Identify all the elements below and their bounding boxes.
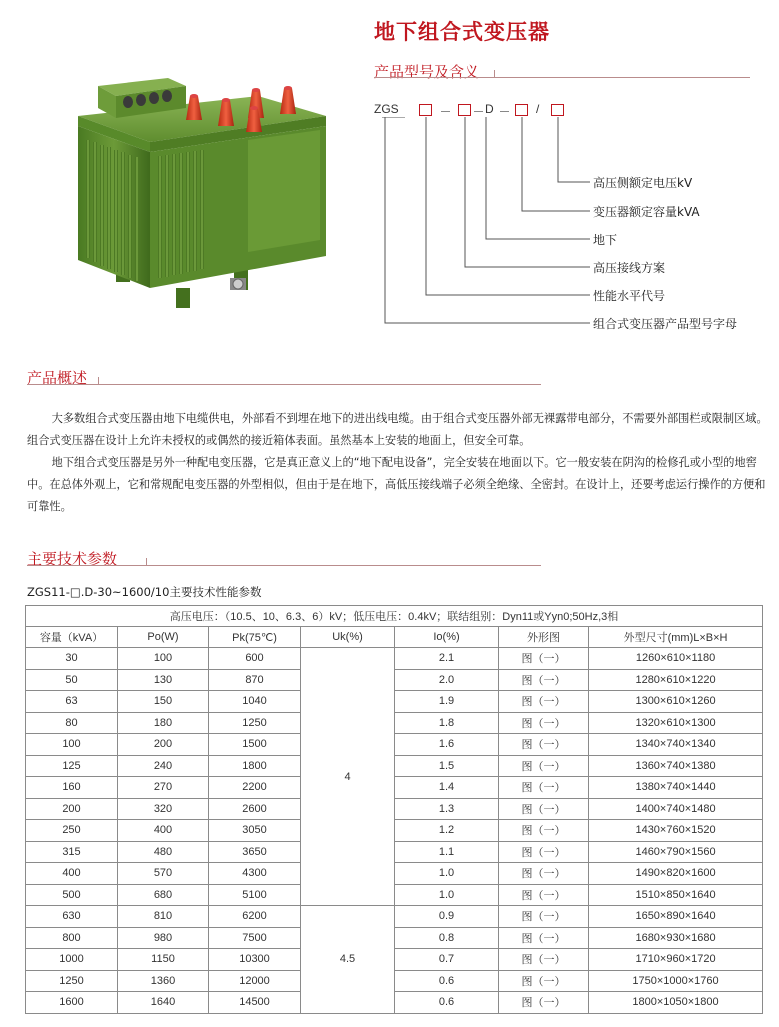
table-cell: 100 — [26, 734, 118, 756]
uk-value-cell: 4.5 — [301, 906, 395, 1014]
table-cell: 图（一） — [499, 798, 589, 820]
table-row — [26, 691, 763, 713]
table-row — [26, 841, 763, 863]
table-cell: 1360×740×1380 — [589, 755, 763, 777]
table-row — [26, 927, 763, 949]
model-box-4 — [551, 104, 564, 116]
table-cell: 6200 — [209, 906, 301, 928]
meaning-item: 地下 — [593, 233, 618, 247]
table-cell: 1680×930×1680 — [589, 927, 763, 949]
overview-paragraph: 大多数组合式变压器由地下电缆供电，外部看不到埋在地下的进出线电缆。由于组合式变压器外部无裸露带电部分，不需要外部围栏或限制区域。组合式变压器在设计上允许未授权的或偶然的接近箱体表面。虽然基本上安装的地面上，但安全可靠。 — [27, 412, 768, 447]
table-cell: 1250 — [209, 712, 301, 734]
table-cell: 图（一） — [499, 992, 589, 1014]
overview-paragraph: 地下组合式变压器是另外一种配电变压器，它是真正意义上的“地下配电设备”，完全安装在地面以下。它一般安装在阴沟的检修孔或小型的地窖中。在总体外观上，它和常规配电变压器的外型相似，但由于是在地下，高低压接线端子必须全绝缘、全密封。在设计上，还要考虑运行操作的方便和可靠性。 — [27, 456, 766, 513]
table-cell: 1500 — [209, 734, 301, 756]
section-rule-tick — [146, 558, 147, 565]
table-cell: 4300 — [209, 863, 301, 885]
table-cell: 160 — [26, 777, 118, 799]
table-row — [26, 970, 763, 992]
table-cell: 200 — [118, 734, 209, 756]
table-cell: 50 — [26, 669, 118, 691]
table-cell: 0.6 — [395, 992, 499, 1014]
model-dash — [441, 111, 450, 112]
table-header-cell: 容量（kVA） — [26, 627, 118, 648]
table-cell: 1.2 — [395, 820, 499, 842]
table-cell: 100 — [118, 648, 209, 670]
table-cell: 1250 — [26, 970, 118, 992]
section-title-model: 产品型号及含义 — [374, 63, 480, 81]
table-cell: 1510×850×1640 — [589, 884, 763, 906]
table-cell: 1380×740×1440 — [589, 777, 763, 799]
table-cell: 1.0 — [395, 863, 499, 885]
table-row — [26, 992, 763, 1014]
section-title-overview: 产品概述 — [27, 369, 88, 387]
section-rule — [27, 565, 541, 566]
table-row — [26, 669, 763, 691]
table-cell: 14500 — [209, 992, 301, 1014]
model-box-3 — [515, 104, 528, 116]
table-cell: 570 — [118, 863, 209, 885]
table-cell: 图（一） — [499, 734, 589, 756]
table-cell: 图（一） — [499, 648, 589, 670]
table-cell: 1800 — [209, 755, 301, 777]
meaning-item: 变压器额定容量kVA — [593, 205, 700, 219]
table-cell: 图（一） — [499, 755, 589, 777]
table-row — [26, 906, 763, 928]
table-cell: 7500 — [209, 927, 301, 949]
table-cell: 3650 — [209, 841, 301, 863]
section-rule-tick — [494, 70, 495, 77]
table-cell: 12000 — [209, 970, 301, 992]
table-cell: 图（一） — [499, 669, 589, 691]
table-cell: 600 — [209, 648, 301, 670]
table-row — [26, 712, 763, 734]
model-box-1 — [419, 104, 432, 116]
table-cell: 1300×610×1260 — [589, 691, 763, 713]
table-row — [26, 884, 763, 906]
section-rule-tick — [98, 377, 99, 384]
table-cell: 0.8 — [395, 927, 499, 949]
uk-value-cell: 4 — [301, 648, 395, 906]
table-cell: 1430×760×1520 — [589, 820, 763, 842]
table-header-cell: Uk(%) — [301, 627, 395, 648]
table-cell: 图（一） — [499, 927, 589, 949]
table-cell: 1320×610×1300 — [589, 712, 763, 734]
table-cell: 1.8 — [395, 712, 499, 734]
table-cell: 250 — [26, 820, 118, 842]
table-cell: 800 — [26, 927, 118, 949]
table-row — [26, 863, 763, 885]
meaning-item: 高压接线方案 — [593, 261, 666, 275]
table-cell: 1.3 — [395, 798, 499, 820]
table-cell: 1650×890×1640 — [589, 906, 763, 928]
model-dash — [500, 111, 509, 112]
table-cell: 630 — [26, 906, 118, 928]
table-cell: 2.0 — [395, 669, 499, 691]
table-cell: 1640 — [118, 992, 209, 1014]
table-cell: 80 — [26, 712, 118, 734]
table-cell: 150 — [118, 691, 209, 713]
table-header-cell: Po(W) — [118, 627, 209, 648]
table-cell: 0.7 — [395, 949, 499, 971]
table-cell: 63 — [26, 691, 118, 713]
table-cell: 200 — [26, 798, 118, 820]
section-title-specs: 主要技术参数 — [27, 550, 118, 568]
table-row — [26, 734, 763, 756]
table-header-cell: 外形图 — [499, 627, 589, 648]
section-rule — [374, 77, 750, 78]
table-cell: 图（一） — [499, 777, 589, 799]
table-cell: 180 — [118, 712, 209, 734]
model-prefix: ZGS — [374, 102, 399, 116]
table-cell: 10300 — [209, 949, 301, 971]
table-cell: 2600 — [209, 798, 301, 820]
table-cell: 图（一） — [499, 884, 589, 906]
table-cell: 1.5 — [395, 755, 499, 777]
table-cell: 1400×740×1480 — [589, 798, 763, 820]
section-rule — [27, 384, 541, 385]
meaning-item: 性能水平代号 — [593, 289, 666, 303]
table-cell: 320 — [118, 798, 209, 820]
table-row — [26, 798, 763, 820]
table-cell: 500 — [26, 884, 118, 906]
overview-text — [27, 408, 770, 518]
table-cell: 5100 — [209, 884, 301, 906]
table-row — [26, 820, 763, 842]
table-cell: 400 — [26, 863, 118, 885]
table-cell: 480 — [118, 841, 209, 863]
table-cell: 870 — [209, 669, 301, 691]
table-cell: 315 — [26, 841, 118, 863]
table-row — [26, 949, 763, 971]
table-cell: 3050 — [209, 820, 301, 842]
table-cell: 图（一） — [499, 949, 589, 971]
model-dash — [474, 111, 483, 112]
table-row — [26, 777, 763, 799]
transformer-image — [58, 56, 340, 310]
table-cell: 1.4 — [395, 777, 499, 799]
table-cell: 图（一） — [499, 691, 589, 713]
table-row — [26, 648, 763, 670]
table-cell: 125 — [26, 755, 118, 777]
table-caption: ZGS11-□.D-30~1600/10主要技术性能参数 — [27, 585, 262, 599]
table-cell: 0.6 — [395, 970, 499, 992]
table-cell: 1750×1000×1760 — [589, 970, 763, 992]
table-cell: 1.1 — [395, 841, 499, 863]
table-cell: 1260×610×1180 — [589, 648, 763, 670]
table-cell: 1340×740×1340 — [589, 734, 763, 756]
model-slash: / — [536, 102, 540, 116]
meaning-item: 高压侧额定电压kV — [593, 176, 693, 190]
table-conditions: 高压电压：（10.5、10、6.3、6）kV；低压电压：0.4kV；联结组别：Dyn11或Yyn0;50Hz,3相 — [26, 606, 763, 627]
table-cell: 图（一） — [499, 970, 589, 992]
table-cell: 1710×960×1720 — [589, 949, 763, 971]
table-cell: 810 — [118, 906, 209, 928]
table-cell: 240 — [118, 755, 209, 777]
table-cell: 30 — [26, 648, 118, 670]
table-cell: 680 — [118, 884, 209, 906]
table-cell: 270 — [118, 777, 209, 799]
table-cell: 1800×1050×1800 — [589, 992, 763, 1014]
table-cell: 1150 — [118, 949, 209, 971]
page-title: 地下组合式变压器 — [374, 20, 550, 44]
table-cell: 图（一） — [499, 906, 589, 928]
table-cell: 图（一） — [499, 712, 589, 734]
table-cell: 1460×790×1560 — [589, 841, 763, 863]
table-cell: 2.1 — [395, 648, 499, 670]
table-header-cell: Io(%) — [395, 627, 499, 648]
table-cell: 2200 — [209, 777, 301, 799]
table-cell: 1360 — [118, 970, 209, 992]
table-cell: 1490×820×1600 — [589, 863, 763, 885]
table-cell: 1.6 — [395, 734, 499, 756]
table-header-cell: Pk(75℃) — [209, 627, 301, 648]
model-box-2 — [458, 104, 471, 116]
table-cell: 400 — [118, 820, 209, 842]
table-row — [26, 755, 763, 777]
meaning-item: 组合式变压器产品型号字母 — [593, 317, 738, 331]
table-cell: 1.9 — [395, 691, 499, 713]
model-letter-d: D — [485, 102, 494, 116]
table-cell: 1000 — [26, 949, 118, 971]
table-cell: 130 — [118, 669, 209, 691]
table-header-cell: 外型尺寸(mm)L×B×H — [589, 627, 763, 648]
spec-table — [25, 605, 763, 1014]
table-cell: 图（一） — [499, 820, 589, 842]
table-cell: 980 — [118, 927, 209, 949]
table-cell: 图（一） — [499, 841, 589, 863]
table-cell: 图（一） — [499, 863, 589, 885]
table-cell: 1600 — [26, 992, 118, 1014]
table-cell: 1.0 — [395, 884, 499, 906]
model-connector-lines — [380, 117, 590, 329]
table-cell: 1280×610×1220 — [589, 669, 763, 691]
table-cell: 0.9 — [395, 906, 499, 928]
table-cell: 1040 — [209, 691, 301, 713]
